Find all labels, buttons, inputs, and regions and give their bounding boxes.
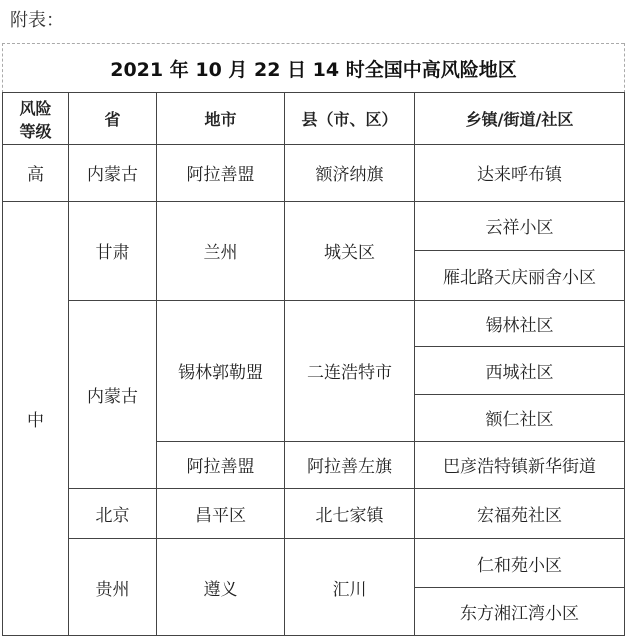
table-row	[3, 145, 625, 201]
city-cell: 遵义	[157, 539, 285, 636]
province-cell: 内蒙古	[69, 301, 157, 489]
town-cell: 宏福苑社区	[415, 489, 625, 539]
level-medium: 中	[3, 201, 69, 635]
county-cell: 北七家镇	[285, 489, 415, 539]
town-cell: 锡林社区	[415, 301, 625, 347]
town-cell: 额仁社区	[415, 394, 625, 441]
county-cell: 阿拉善左旗	[285, 441, 415, 488]
caption: 附表：	[10, 10, 64, 31]
header-province: 省	[69, 93, 157, 145]
city-cell: 阿拉善盟	[157, 145, 285, 201]
table-row	[3, 201, 625, 250]
title-box-top-border	[2, 43, 624, 44]
table-row	[3, 301, 625, 347]
town-cell: 东方湘江湾小区	[415, 587, 625, 635]
province-cell: 甘肃	[69, 201, 157, 301]
town-cell: 云祥小区	[415, 201, 625, 250]
header-level	[3, 93, 69, 145]
city-cell: 阿拉善盟	[157, 441, 285, 488]
table-row	[3, 539, 625, 587]
county-cell: 汇川	[285, 539, 415, 636]
town-cell: 西城社区	[415, 347, 625, 394]
header-row	[3, 93, 625, 145]
county-cell: 额济纳旗	[285, 145, 415, 201]
county-cell: 城关区	[285, 201, 415, 301]
level-high: 高	[3, 145, 69, 201]
city-cell: 兰州	[157, 201, 285, 301]
header-city: 地市	[157, 93, 285, 145]
town-cell: 仁和苑小区	[415, 539, 625, 587]
town-cell: 达来呼布镇	[415, 145, 625, 201]
town-cell: 巴彦浩特镇新华街道	[415, 441, 625, 488]
risk-area-table	[2, 92, 625, 636]
province-cell: 贵州	[69, 539, 157, 636]
town-cell: 雁北路天庆丽舍小区	[415, 250, 625, 300]
province-cell: 内蒙古	[69, 145, 157, 201]
table-row	[3, 489, 625, 539]
header-county: 县（市、区）	[285, 93, 415, 145]
table-title: 2021 年 10 月 22 日 14 时全国中高风险地区	[110, 59, 517, 81]
city-cell: 昌平区	[157, 489, 285, 539]
province-cell: 北京	[69, 489, 157, 539]
header-level-line2: 等级	[19, 121, 52, 141]
header-level-line1: 风险	[19, 98, 52, 118]
header-town: 乡镇/街道/社区	[415, 93, 625, 145]
city-cell: 锡林郭勒盟	[157, 301, 285, 442]
county-cell: 二连浩特市	[285, 301, 415, 442]
